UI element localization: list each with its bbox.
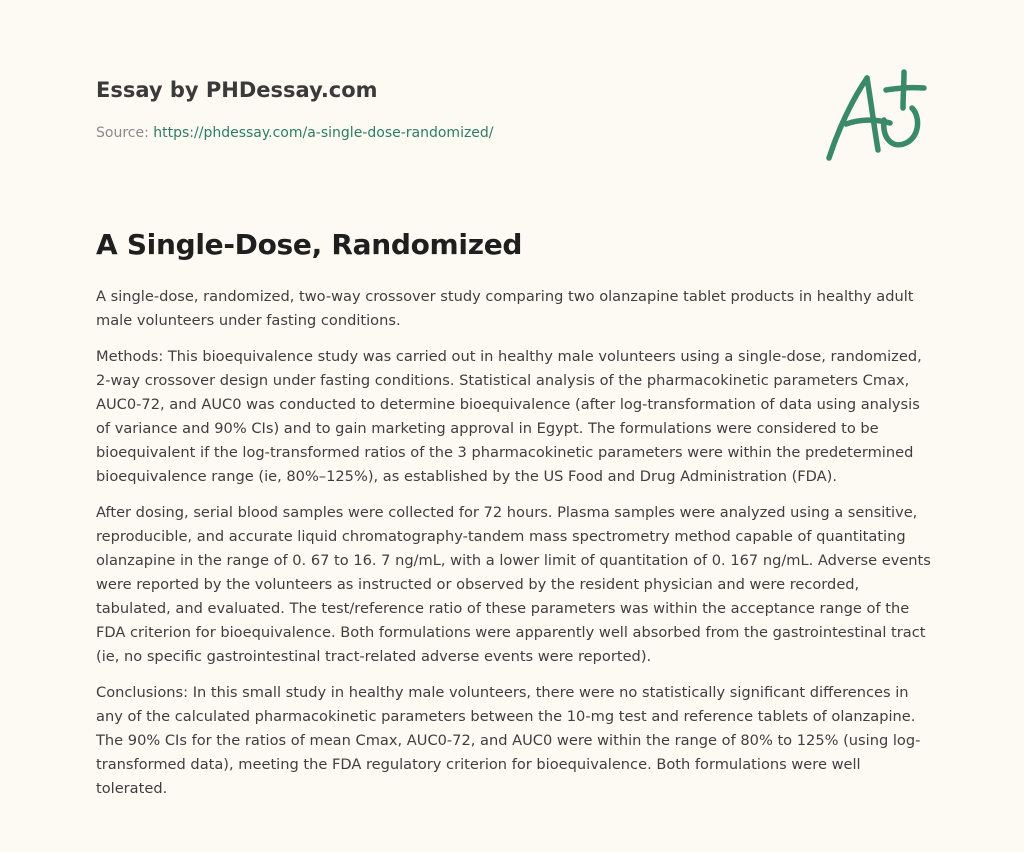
- article-paragraph: Conclusions: In this small study in healthy male volunteers, there were no statistically significant differences in any of the calculated pharmacokinetic parameters between the 10-mg test and reference tablets of olanzapine. The 90% CIs for the ratios of mean Cmax, AUC0-72, and AUC0 were within the range of 80% to 125% (using log-transformed data), meeting the FDA regulatory criterion for bioequivalence. Both formulations were well tolerated.: [96, 684, 921, 797]
- article-body: [96, 285, 934, 813]
- article-paragraph: A single-dose, randomized, two-way crossover study comparing two olanzapine tablet products in healthy adult male volunteers under fasting conditions.: [96, 288, 914, 329]
- article-paragraph: Methods: This bioequivalence study was carried out in healthy male volunteers using a single-dose, randomized, 2-way crossover design under fasting conditions. Statistical analysis of the pharmacokinetic parameters Cmax, AUC0-72, and AUC0 was conducted to determine bioequivalence (after log-transformation of data using analysis of variance and 90% CIs) and to gain marketing approval in Egypt. The formulations were considered to be bioequivalent if the log-transformed ratios of the 3 pharmacokinetic parameters were within the predetermined bioequivalence range (ie, 80%–125%), as established by the US Food and Drug Administration (FDA).: [96, 348, 922, 485]
- a-plus-grade-icon: [822, 68, 932, 164]
- source-link[interactable]: https://phdessay.com/a-single-dose-randomized/: [153, 125, 494, 141]
- article-title: A Single-Dose, Randomized: [96, 228, 523, 261]
- site-header: [96, 76, 796, 143]
- source-line: [96, 123, 796, 143]
- article-paragraph: After dosing, serial blood samples were collected for 72 hours. Plasma samples were analyzed using a sensitive, reproducible, and accurate liquid chromatography-tandem mass spectrometry method capable of quantitating olanzapine in the range of 0. 67 to 16. 7 ng/mL, with a lower limit of quantitation of 0. 167 ng/mL. Adverse events were reported by the volunteers as instructed or observed by the resident physician and were recorded, tabulated, and evaluated. The test/reference ratio of these parameters was within the acceptance range of the FDA criterion for bioequivalence. Both formulations were apparently well absorbed from the gastrointestinal tract (ie, no specific gastrointestinal tract-related adverse events were reported).: [96, 504, 931, 665]
- source-label: Source:: [96, 125, 154, 141]
- site-title: Essay by PHDessay.com: [96, 78, 378, 102]
